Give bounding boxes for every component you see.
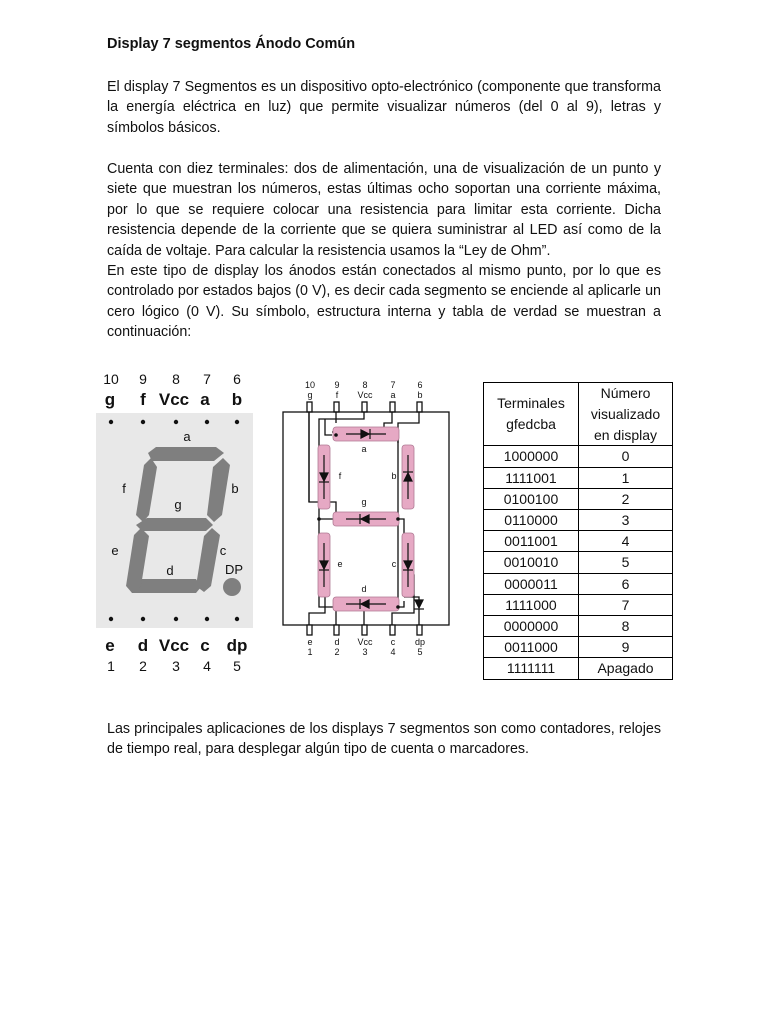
- paragraph-terminals: Cuenta con diez terminales: dos de alimentación, una de visualización de un punto y siete que muestran los números, estas últimas ocho soportan una corriente máxima, por lo que se requiere colocar una resistencia para limitar esta corriente. Dicha resistencia depende de la corriente que se quiera suministrar al LED así como de la caída de voltaje. Para calcular la resistencia usamos la “Ley de Ohm”.: [107, 161, 661, 259]
- cell-number: 6: [579, 573, 673, 594]
- structure-label-a: a: [361, 444, 367, 454]
- pin-stub: [417, 402, 422, 412]
- structure-pin-name: Vcc: [357, 390, 373, 400]
- cell-terminals: 1111111: [484, 658, 579, 679]
- wire-b: [398, 412, 419, 443]
- table-row: [484, 510, 673, 531]
- structure-pin-number: 1: [307, 647, 313, 657]
- symbol-pin-name: g: [104, 390, 116, 409]
- structure-pin-name: b: [417, 390, 423, 400]
- table-row: [484, 594, 673, 615]
- cell-number: 7: [579, 594, 673, 615]
- table-row: [484, 552, 673, 573]
- truth-table-header-row: [484, 383, 673, 446]
- structure-pin-name: f: [335, 390, 339, 400]
- symbol-pin-number: 6: [233, 371, 241, 387]
- junction-dot: [396, 605, 400, 609]
- pin-dot: [109, 420, 113, 424]
- structure-pin-number: 10: [304, 380, 315, 390]
- symbol-label-e: e: [111, 543, 119, 558]
- segment-g: [136, 518, 213, 531]
- cell-number: 0: [579, 446, 673, 467]
- header-number: Número visualizado en display: [579, 383, 673, 446]
- structure-pin-name: d: [334, 637, 340, 647]
- cell-terminals: 0010010: [484, 552, 579, 573]
- cell-number: 3: [579, 510, 673, 531]
- symbol-pin-number: 9: [139, 371, 147, 387]
- internal-structure-figure: [276, 375, 456, 665]
- structure-pin-number: 6: [417, 380, 423, 390]
- seven-segment-symbol-figure: [92, 368, 262, 678]
- pin-stub: [362, 625, 367, 635]
- pin-dot: [174, 617, 178, 621]
- symbol-pin-name: b: [231, 390, 243, 409]
- cell-terminals: 0000011: [484, 573, 579, 594]
- pin-dot: [141, 617, 145, 621]
- table-row: [484, 531, 673, 552]
- structure-pin-number: 2: [334, 647, 340, 657]
- structure-pin-number: 5: [417, 647, 423, 657]
- structure-label-b: b: [391, 471, 397, 481]
- pin-stub: [334, 402, 339, 412]
- structure-pin-number: 3: [362, 647, 368, 657]
- structure-pin-name: g: [307, 390, 313, 400]
- cell-terminals: 0110000: [484, 510, 579, 531]
- cell-number: 5: [579, 552, 673, 573]
- table-row: [484, 658, 673, 679]
- symbol-pin-number: 5: [233, 658, 241, 674]
- symbol-label-f: f: [122, 481, 126, 496]
- symbol-label-g: g: [174, 497, 182, 512]
- table-row: [484, 616, 673, 637]
- pin-stub: [307, 625, 312, 635]
- symbol-pin-number: 10: [103, 371, 119, 387]
- pin-dot: [235, 617, 239, 621]
- pin-stub: [362, 402, 367, 412]
- structure-label-g: g: [361, 497, 367, 507]
- cell-number: 1: [579, 467, 673, 488]
- structure-pin-number: 7: [390, 380, 396, 390]
- truth-table-body: [484, 446, 673, 679]
- cell-terminals: 1111000: [484, 594, 579, 615]
- cell-terminals: 1111001: [484, 467, 579, 488]
- structure-pin-number: 9: [334, 380, 340, 390]
- paragraph-intro: El display 7 Segmentos es un dispositivo opto-electrónico (componente que transforma la energía eléctrica en luz) que permite visualizar números (del 0 al 9), letras y símbolos básicos.: [107, 79, 661, 136]
- structure-pin-name: Vcc: [357, 637, 373, 647]
- symbol-pin-name: f: [140, 390, 146, 409]
- structure-pin-name: a: [390, 390, 396, 400]
- pin-dot: [205, 420, 209, 424]
- table-row: [484, 488, 673, 509]
- structure-pin-name: c: [390, 637, 396, 647]
- structure-pin-number: 8: [362, 380, 368, 390]
- pin-dot: [109, 617, 113, 621]
- pin-dot: [141, 420, 145, 424]
- structure-pin-name: dp: [414, 637, 425, 647]
- pin-stub: [390, 402, 395, 412]
- symbol-pin-number: 2: [139, 658, 147, 674]
- structure-label-f: f: [338, 471, 342, 481]
- symbol-pin-number: 7: [203, 371, 211, 387]
- cell-terminals: 0000000: [484, 616, 579, 637]
- symbol-pin-number: 1: [107, 658, 115, 674]
- symbol-pin-number: 8: [172, 371, 180, 387]
- structure-label-d: d: [361, 584, 367, 594]
- cell-number: 4: [579, 531, 673, 552]
- junction-dot: [396, 517, 400, 521]
- structure-label-c: c: [391, 559, 397, 569]
- cell-terminals: 1000000: [484, 446, 579, 467]
- symbol-pin-name: dp: [226, 636, 248, 655]
- table-row: [484, 637, 673, 658]
- pin-dot: [205, 617, 209, 621]
- structure-pin-name: e: [307, 637, 313, 647]
- symbol-label-a: a: [183, 429, 191, 444]
- symbol-pin-name: a: [200, 390, 210, 409]
- pin-stub: [307, 402, 312, 412]
- cell-terminals: 0011000: [484, 637, 579, 658]
- symbol-label-c: c: [219, 543, 227, 558]
- cell-number: 9: [579, 637, 673, 658]
- internal-structure-drawing: [276, 375, 456, 665]
- symbol-label-d: d: [166, 563, 174, 578]
- pin-dot: [174, 420, 178, 424]
- symbol-pin-number: 4: [203, 658, 211, 674]
- symbol-label-b: b: [231, 481, 239, 496]
- symbol-label-dp: DP: [224, 562, 244, 577]
- structure-pin-number: 4: [390, 647, 396, 657]
- junction-dot: [317, 517, 321, 521]
- pin-stub: [417, 625, 422, 635]
- header-terminals: Terminales gfedcba: [484, 383, 579, 446]
- symbol-pin-name: d: [137, 636, 149, 655]
- symbol-pin-number: 3: [172, 658, 180, 674]
- pin-dot: [235, 420, 239, 424]
- table-row: [484, 573, 673, 594]
- truth-table: [483, 382, 673, 680]
- pin-stub: [334, 625, 339, 635]
- cell-number: Apagado: [579, 658, 673, 679]
- table-row: [484, 446, 673, 467]
- pin-stub: [390, 625, 395, 635]
- table-row: [484, 467, 673, 488]
- diode-dp-icon: [415, 600, 423, 608]
- symbol-pin-name: Vcc: [158, 390, 190, 409]
- document-title: Display 7 segmentos Ánodo Común: [107, 36, 356, 52]
- paragraph-applications: Las principales aplicaciones de los displays 7 segmentos son como contadores, relojes de tiempo real, para desplegar algún tipo de cuenta o marcadores.: [107, 721, 661, 758]
- segment-dp: [223, 578, 241, 596]
- structure-label-e: e: [337, 559, 343, 569]
- cell-terminals: 0100100: [484, 488, 579, 509]
- symbol-pin-name: e: [105, 636, 115, 655]
- junction-dot: [334, 433, 338, 437]
- symbol-pin-name: Vcc: [158, 636, 190, 655]
- segment-a: [148, 447, 224, 461]
- seven-segment-symbol-drawing: [92, 368, 262, 678]
- cell-number: 2: [579, 488, 673, 509]
- cell-number: 8: [579, 616, 673, 637]
- wire-anode-f: [325, 419, 332, 435]
- cell-terminals: 0011001: [484, 531, 579, 552]
- paragraph-anode: En este tipo de display los ánodos están conectados al mismo punto, por lo que es controlado por estados bajos (0 V), es decir cada segmento se enciende al aplicarle un cero lógico (0 V). Su símbolo, estructura interna y tabla de verdad se muestran a continuación:: [107, 263, 661, 341]
- symbol-pin-name: c: [200, 636, 210, 655]
